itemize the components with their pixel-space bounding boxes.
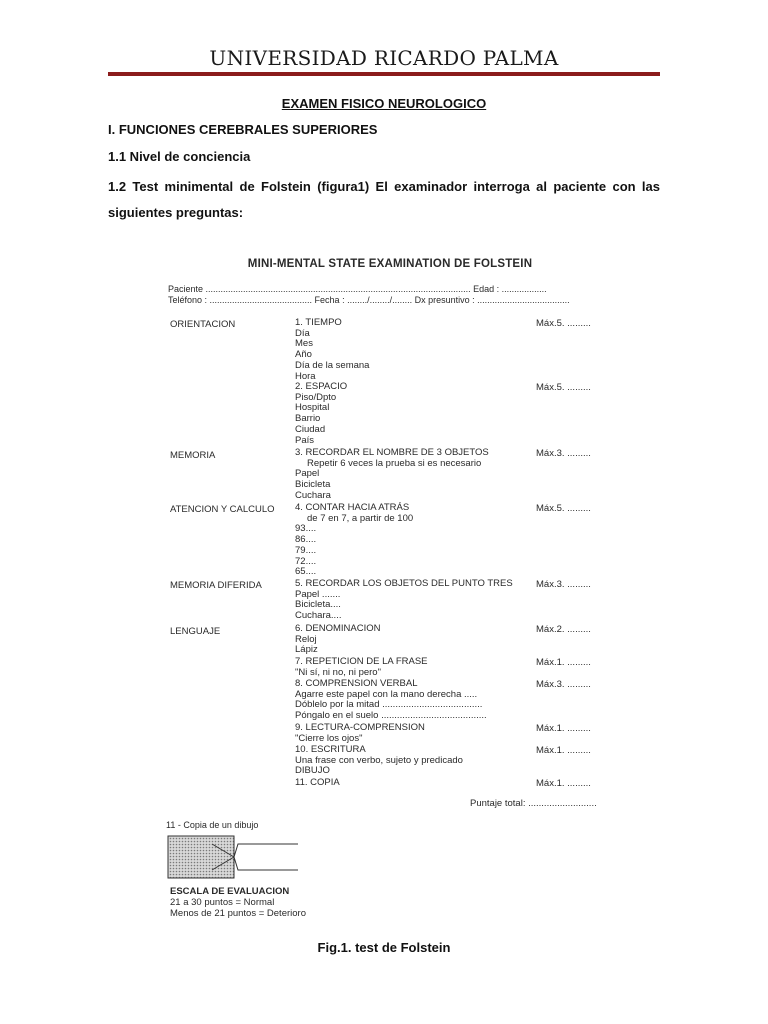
max-score: Máx.1. ......... bbox=[536, 723, 591, 734]
item-tiempo bbox=[295, 318, 369, 382]
item-recordar-objetos bbox=[295, 579, 513, 622]
item-line: Día bbox=[295, 327, 310, 339]
item-line: Repetir 6 veces la prueba si es necesario bbox=[307, 457, 482, 469]
item-line: 86.... bbox=[295, 534, 317, 546]
item-line: 11. COPIA bbox=[295, 777, 340, 788]
item-line: 3. RECORDAR EL NOMBRE DE 3 OBJETOS bbox=[295, 447, 489, 458]
item-line: "Ni sí, ni no, ni pero" bbox=[295, 666, 381, 678]
max-score: Máx.1. ......... bbox=[536, 745, 591, 756]
section-atencion: ATENCION Y CALCULO bbox=[170, 504, 275, 515]
item-line: Agarre este papel con la mano derecha ..... bbox=[295, 688, 478, 700]
item-line: 9. LECTURA-COMPRENSION bbox=[295, 722, 425, 733]
section-heading: I. FUNCIONES CEREBRALES SUPERIORES bbox=[108, 122, 378, 137]
item-line: Reloj bbox=[295, 633, 317, 645]
item-line: DIBUJO bbox=[295, 765, 330, 777]
item-line: 1. TIEMPO bbox=[295, 317, 342, 328]
item-line: "Cierre los ojos" bbox=[295, 732, 363, 744]
item-line: Ciudad bbox=[295, 423, 326, 435]
item-line: Piso/Dpto bbox=[295, 391, 337, 403]
total-score: Puntaje total: .......................... bbox=[470, 798, 597, 809]
item-line: 7. REPETICION DE LA FRASE bbox=[295, 656, 428, 667]
item-denominacion bbox=[295, 624, 381, 656]
item-recordar bbox=[295, 448, 489, 502]
item-lectura bbox=[295, 723, 425, 744]
phone-line: Teléfono : ......................................... Fecha : ......../......../........ Dx presuntivo : ..................................... bbox=[168, 295, 570, 305]
item-line: Barrio bbox=[295, 413, 321, 425]
item-line: Hora bbox=[295, 370, 316, 382]
item-line: de 7 en 7, a partir de 100 bbox=[307, 512, 414, 524]
item-line: Cuchara.... bbox=[295, 610, 342, 622]
item-line: Hospital bbox=[295, 402, 330, 414]
item-repeticion bbox=[295, 657, 428, 678]
max-score: Máx.1. ......... bbox=[536, 657, 591, 668]
item-line: Póngalo en el suelo ........................................ bbox=[295, 710, 487, 722]
max-score: Máx.5. ......... bbox=[536, 382, 591, 393]
item-line: 79.... bbox=[295, 544, 317, 556]
max-score: Máx.5. ......... bbox=[536, 503, 591, 514]
folstein-form-scan bbox=[160, 252, 620, 932]
pentagon-drawing bbox=[166, 834, 306, 884]
item-line: 6. DENOMINACION bbox=[295, 623, 381, 634]
max-score: Máx.5. ......... bbox=[536, 318, 591, 329]
figure-caption: Fig.1. test de Folstein bbox=[317, 940, 451, 955]
subsection-heading: 1.1 Nivel de conciencia bbox=[108, 149, 251, 164]
form-title: MINI-MENTAL STATE EXAMINATION DE FOLSTEIN bbox=[247, 258, 533, 270]
item-line: 65.... bbox=[295, 566, 317, 578]
drawing-label: 11 - Copia de un dibujo bbox=[166, 820, 259, 830]
item-line: Año bbox=[295, 349, 312, 361]
max-score: Máx.3. ......... bbox=[536, 448, 591, 459]
item-line: Bicicleta.... bbox=[295, 599, 341, 611]
section-orientacion: ORIENTACION bbox=[170, 319, 236, 330]
item-line: Bicicleta bbox=[295, 479, 331, 491]
item-espacio bbox=[295, 382, 347, 446]
item-escritura bbox=[295, 745, 463, 777]
item-line: Lápiz bbox=[295, 644, 318, 656]
item-line: Papel bbox=[295, 468, 320, 480]
max-score: Máx.2. ......... bbox=[536, 624, 591, 635]
document-title: EXAMEN FISICO NEUROLOGICO bbox=[281, 96, 487, 111]
university-title: UNIVERSIDAD RICARDO PALMA bbox=[209, 46, 559, 70]
item-line: Una frase con verbo, sujeto y predicado bbox=[295, 754, 463, 766]
item-line: Mes bbox=[295, 338, 313, 350]
section-memoria: MEMORIA bbox=[170, 450, 216, 461]
item-line: 4. CONTAR HACIA ATRÁS bbox=[295, 502, 410, 513]
section-lenguaje: LENGUAJE bbox=[170, 626, 221, 637]
scale-normal: 21 a 30 puntos = Normal bbox=[170, 897, 275, 908]
item-line: 5. RECORDAR LOS OBJETOS DEL PUNTO TRES bbox=[295, 578, 513, 589]
patient-line: Paciente .......................................................................................................... Edad : .................. bbox=[168, 284, 547, 294]
item-line: Día de la semana bbox=[295, 359, 370, 371]
item-line: 93.... bbox=[295, 523, 317, 535]
max-score: Máx.1. ......... bbox=[536, 778, 591, 789]
item-contar bbox=[295, 503, 413, 578]
copy-drawing-area bbox=[166, 820, 291, 880]
max-score: Máx.3. ......... bbox=[536, 679, 591, 690]
item-line: Cuchara bbox=[295, 489, 331, 501]
item-line: Papel ....... bbox=[295, 588, 341, 600]
section-memoria-diferida: MEMORIA DIFERIDA bbox=[170, 580, 262, 591]
item-line: 10. ESCRITURA bbox=[295, 744, 366, 755]
intro-paragraph: 1.2 Test minimental de Folstein (figura1) El examinador interroga al paciente con las siguientes preguntas: bbox=[108, 179, 660, 220]
item-line: 2. ESPACIO bbox=[295, 381, 348, 392]
evaluation-scale bbox=[170, 886, 306, 919]
scale-title: ESCALA DE EVALUACION bbox=[170, 886, 290, 897]
max-score: Máx.3. ......... bbox=[536, 579, 591, 590]
scale-deterioro: Menos de 21 puntos = Deterioro bbox=[170, 908, 306, 919]
item-line: Dóblelo por la mitad ...................................... bbox=[295, 699, 483, 711]
item-line: 8. COMPRENSION VERBAL bbox=[295, 678, 418, 689]
item-copia bbox=[295, 778, 340, 789]
item-comprension bbox=[295, 679, 487, 722]
item-line: País bbox=[295, 434, 315, 446]
header-rule bbox=[108, 72, 660, 76]
item-line: 72.... bbox=[295, 555, 317, 567]
